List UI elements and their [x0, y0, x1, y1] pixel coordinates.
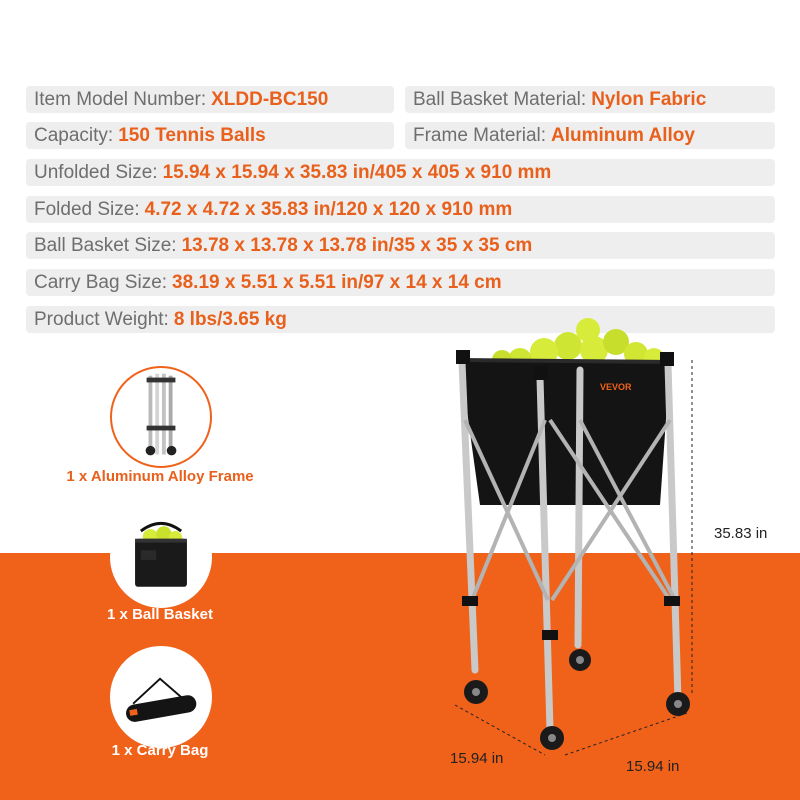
accessory-label-frame: 1 x Aluminum Alloy Frame	[66, 468, 254, 485]
spec-label: Folded Size:	[34, 198, 140, 220]
spec-value: Nylon Fabric	[591, 88, 707, 110]
accessory-label-bag: 1 x Carry Bag	[111, 742, 209, 759]
spec-value: 15.94 x 15.94 x 35.83 in/405 x 405 x 910 mm	[162, 161, 552, 183]
accessory-label-basket: 1 x Ball Basket	[107, 606, 213, 623]
spec-model-number	[26, 86, 394, 113]
spec-value: XLDD-BC150	[211, 88, 329, 110]
spec-value: 8 lbs/3.65 kg	[173, 308, 287, 330]
spec-unfolded-size	[26, 159, 775, 186]
frame-thumbnail	[110, 366, 212, 468]
spec-frame-material	[405, 122, 775, 149]
spec-value: 13.78 x 13.78 x 13.78 in/35 x 35 x 35 cm	[181, 234, 533, 256]
spec-folded-size	[26, 196, 775, 223]
frame-icon	[112, 368, 210, 466]
depth-dimension-label: 15.94 in	[626, 758, 680, 775]
spec-carry-bag-size	[26, 269, 775, 296]
spec-label: Carry Bag Size:	[34, 271, 168, 293]
brand-logo: VEVOR	[600, 382, 632, 392]
spec-label: Ball Basket Material:	[413, 88, 587, 110]
spec-value: 150 Tennis Balls	[118, 124, 266, 146]
spec-value: Aluminum Alloy	[551, 124, 695, 146]
spec-value: 4.72 x 4.72 x 35.83 in/120 x 120 x 910 mm	[144, 198, 513, 220]
carry-bag-thumbnail	[110, 646, 212, 748]
spec-label: Capacity:	[34, 124, 114, 146]
ball-basket-thumbnail	[110, 506, 212, 608]
width-dimension-label: 15.94 in	[450, 750, 504, 767]
spec-label: Frame Material:	[413, 124, 547, 146]
spec-value: 38.19 x 5.51 x 5.51 in/97 x 14 x 14 cm	[172, 271, 502, 293]
height-dimension-label: 35.83 in	[714, 525, 768, 542]
spec-basket-material	[405, 86, 775, 113]
spec-basket-size	[26, 232, 775, 259]
spec-label: Item Model Number:	[34, 88, 207, 110]
spec-label: Unfolded Size:	[34, 161, 158, 183]
spec-label: Ball Basket Size:	[34, 234, 177, 256]
carry-bag-icon	[112, 648, 210, 746]
spec-capacity	[26, 122, 394, 149]
ball-basket-icon	[112, 508, 210, 606]
ball-cart-illustration	[420, 300, 720, 760]
spec-label: Product Weight:	[34, 308, 169, 330]
